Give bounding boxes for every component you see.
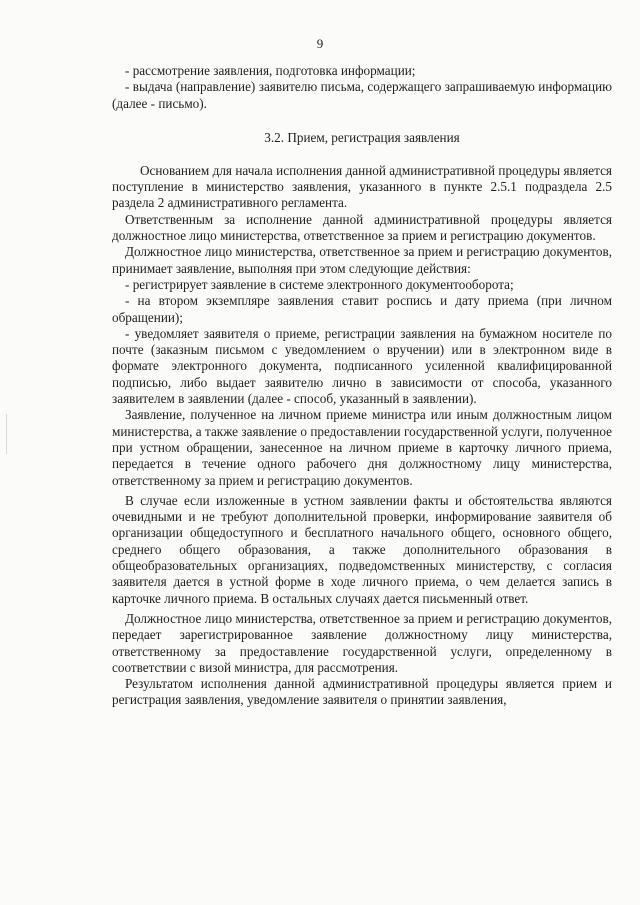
list-item: - рассмотрение заявления, подготовка информации; xyxy=(125,63,416,78)
list-item: - на втором экземпляре заявления ставит роспись и дату приема (при личном обращении); xyxy=(112,293,612,325)
paragraph: Основанием для начала исполнения данной административной процедуры является поступление в министерство заявления, указанного в пункте 2.5.1 подраздела 2.5 раздела 2 административного регламента. xyxy=(112,162,612,211)
list-item: - выдача (направление) заявителю письма, содержащего запрашиваемую информацию (далее - письмо). xyxy=(112,79,612,111)
paragraph: Заявление, полученное на личном приеме министра или иным должностным лицом министерства, а также заявление о предоставлении государственной услуги, полученное при устном обращении, занесенное на личном приеме в карточку личного приема, передается в течение одного рабочего дня должностному лицу министерства, ответственному за прием и регистрацию документов. xyxy=(112,407,612,488)
list-item: - регистрирует заявление в системе электронного документооборота; xyxy=(125,276,514,292)
section-heading: 3.2. Прием, регистрация заявления xyxy=(264,129,460,145)
paragraph: В случае если изложенные в устном заявлении факты и обстоятельства являются очевидными и не требуют дополнительной проверки, информирование заявителя об организации общедоступного и бесплатного начального общего, основного общего, среднего общего образования, а также дополнительного образования в общеобразовательных организациях, подведомственных министерству, с согласия заявителя дается в устной форме в ходе личного приема, о чем делается запись в карточке личного приема. В остальных случаях дается письменный ответ. xyxy=(112,492,612,606)
paragraph: Ответственным за исполнение данной административной процедуры является должностное лицо министерства, ответственное за прием и регистрацию документов. xyxy=(112,211,612,244)
document-body xyxy=(112,63,612,709)
scan-artifact xyxy=(6,414,7,454)
paragraph: Должностное лицо министерства, ответственное за прием и регистрацию документов, передает зарегистрированное заявление должностному лицу министерства, ответственному за предоставление государственной услуги, определенному в соответствии с визой министра, для рассмотрения. xyxy=(112,610,612,675)
paragraph: Результатом исполнения данной административной процедуры является прием и регистрация заявления, уведомление заявителя о принятии заявления, xyxy=(112,676,612,708)
list-item: - уведомляет заявителя о приеме, регистрации заявления на бумажном носителе по почте (заказным письмом с уведомлением о вручении) или в электронном виде в формате электронного документа, подписанного усиленной квалифицированной подписью, либо выдает заявителю лично в зависимости от способа, указанного заявителем в заявлении (далее - способ, указанный в заявлении). xyxy=(112,325,612,407)
page-number: 9 xyxy=(316,36,324,51)
paragraph: Должностное лицо министерства, ответственное за прием и регистрацию документов, принимает заявление, выполняя при этом следующие действия: xyxy=(112,244,612,276)
